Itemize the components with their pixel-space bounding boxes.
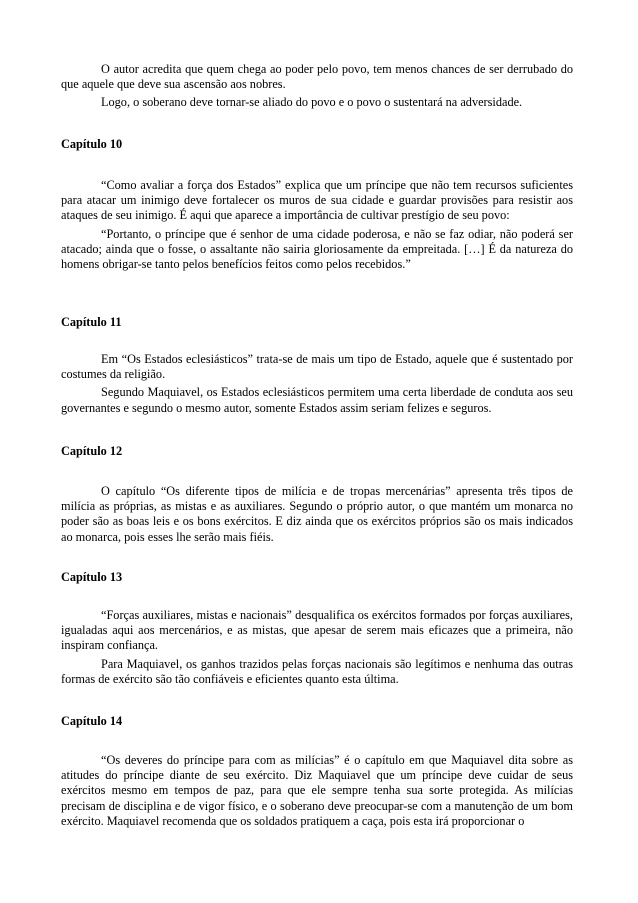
chapter-10-heading-block bbox=[61, 137, 573, 152]
chapter-11-body bbox=[61, 352, 573, 416]
paragraph: O capítulo “Os diferente tipos de milícia e de tropas mercenárias” apresenta três tipos de milícia as próprias, as mistas e as auxiliares. Segundo o próprio autor, o que mantém um monarca no poder são as boas leis e os bons exércitos. E diz ainda que os exércitos próprios são os mais indicados ao monarca, pois esses lhe serão mais fiéis. bbox=[61, 484, 573, 544]
paragraph: Logo, o soberano deve tornar-se aliado do povo e o povo o sustentará na adversidade. bbox=[101, 95, 523, 110]
chapter-13-heading-block bbox=[61, 570, 573, 585]
paragraph: Para Maquiavel, os ganhos trazidos pelas forças nacionais são legítimos e nenhuma das outras formas de exército são tão confiáveis e eficientes quanto esta última. bbox=[61, 656, 573, 686]
chapter-heading: Capítulo 14 bbox=[61, 714, 123, 728]
chapter-heading: Capítulo 11 bbox=[61, 315, 122, 329]
chapter-heading: Capítulo 13 bbox=[61, 570, 123, 584]
chapter-13-body bbox=[61, 608, 573, 687]
chapter-14-heading-block bbox=[61, 714, 573, 729]
intro-section bbox=[61, 62, 573, 111]
paragraph: Em “Os Estados eclesiásticos” trata-se de mais um tipo de Estado, aquele que é sustentado por costumes da religião. bbox=[61, 352, 573, 382]
chapter-heading: Capítulo 10 bbox=[61, 137, 123, 151]
chapter-10-body bbox=[61, 178, 573, 272]
paragraph: “Os deveres do príncipe para com as milícias” é o capítulo em que Maquiavel dita sobre as atitudes do príncipe diante de seu exército. Diz Maquiavel que um príncipe deve cuidar de seus exércitos mesmo em tempos de paz, para que ele sempre tenha sua sorte protegida. As milícias precisam de disciplina e de vigor físico, e o soberano deve preocupar-se com a manutenção de um bom exército. Maquiavel recomenda que os soldados pratiquem a caça, pois esta irá proporcionar o bbox=[61, 753, 573, 828]
paragraph: “Forças auxiliares, mistas e nacionais” desqualifica os exércitos formados por forças auxiliares, igualadas aqui aos mercenários, e as mistas, que apesar de serem mais eficazes que a primeira, não inspiram confiança. bbox=[61, 608, 573, 653]
paragraph: O autor acredita que quem chega ao poder pelo povo, tem menos chances de ser derrubado do que aquele que deve sua ascensão aos nobres. bbox=[61, 62, 573, 92]
quote-paragraph: “Portanto, o príncipe que é senhor de uma cidade poderosa, e não se faz odiar, não poderá ser atacado; ainda que o fosse, o assaltante não sairia gloriosamente da empreitada. […] É da natureza do homens obrigar-se tanto pelos benefícios feitos como pelos recebidos.” bbox=[61, 226, 573, 272]
chapter-11-heading-block bbox=[61, 315, 573, 330]
chapter-12-body bbox=[61, 484, 573, 545]
chapter-14-body bbox=[61, 753, 573, 829]
paragraph: “Como avaliar a força dos Estados” explica que um príncipe que não tem recursos suficientes para atacar um inimigo deve fortalecer os muros de sua cidade e guardar provisões para resistir aos ataques de seu inimigo. É aqui que aparece a importância de cultivar prestígio de seu povo: bbox=[61, 178, 573, 223]
chapter-heading: Capítulo 12 bbox=[61, 444, 123, 458]
chapter-12-heading-block bbox=[61, 444, 573, 459]
paragraph: Segundo Maquiavel, os Estados eclesiásticos permitem uma certa liberdade de conduta aos seu governantes e segundo o mesmo autor, somente Estados assim seriam felizes e seguros. bbox=[61, 385, 573, 415]
